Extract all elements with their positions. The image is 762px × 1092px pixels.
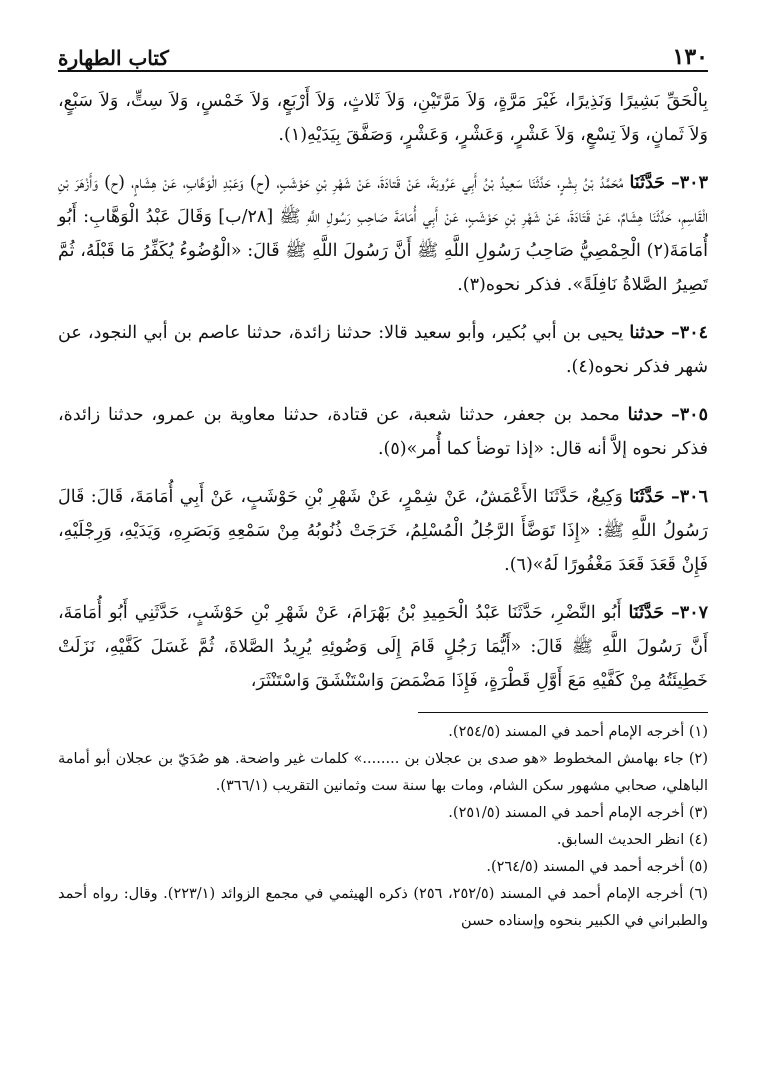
hadith-lead: حَدَّثَنَا xyxy=(629,487,665,507)
hadith-number: ٣٠٧– xyxy=(671,603,708,623)
page-header xyxy=(58,36,708,72)
hadith-lead: حَدَّثَنَا xyxy=(629,173,665,193)
hadith-text: أَبُو النَّضْرِ، حَدَّثَنَا عَبْدُ الْحَمِيدِ بْنُ بَهْرَامَ، عَنْ شَهْرِ بْنِ حَوْشَبٍ، حَدَّثَنِي أَبُو أُمَامَةَ، أَنَّ رَسُولَ اللَّهِ ﷺ قَالَ: «أَيُّمَا رَجُلٍ قَامَ إِلَى وَضُوئِهِ يُرِيدُ الصَّلاةَ، ثُمَّ غَسَلَ كَفَّيْهِ، نَزَلَتْ خَطِيئَتُهُ مِنْ كَفَّيْهِ مَعَ أَوَّلِ قَطْرَةٍ، فَإِذَا مَضْمَضَ وَاسْتَنْشَقَ وَاسْتَنْثَرَ، xyxy=(58,603,708,691)
hadith-number: ٣٠٣– xyxy=(671,173,708,193)
footnote-5: (٥) أخرجه أحمد في المسند (٢٦٤/٥). xyxy=(486,859,708,875)
hadith-306 xyxy=(58,480,708,582)
hadith-number: ٣٠٥– xyxy=(671,405,708,425)
footnote-1: (١) أخرجه الإمام أحمد في المسند (٢٥٤/٥). xyxy=(448,724,708,740)
footnote-3: (٣) أخرجه الإمام أحمد في المسند (٢٥١/٥). xyxy=(448,805,708,821)
hadith-307 xyxy=(58,596,708,698)
hadith-text: يحيى بن أبي بُكير، وأبو سعيد قالا: حدثنا زائدة، حدثنا عاصم بن أبي النجود، عن شهر فذكر نحوه(٤). xyxy=(58,323,708,377)
chapter-title: كتاب الطهارة xyxy=(58,46,169,70)
hadith-lead: حدثنا xyxy=(629,323,665,343)
footnotes xyxy=(58,719,708,935)
hadith-lead: حدثنا xyxy=(627,405,664,425)
hadith-305 xyxy=(58,398,708,466)
hadith-lead: حَدَّثَنَا xyxy=(628,603,665,623)
hadith-number: ٣٠٦– xyxy=(671,487,708,507)
page-number: ١٣٠ xyxy=(672,44,708,70)
continuation-paragraph: بِالْحَقِّ بَشِيرًا وَنَذِيرًا، غَيْرَ مَرَّةٍ، وَلاَ مَرَّتَيْنِ، وَلاَ ثَلاثٍ، وَلاَ أَرْبَعٍ، وَلاَ خَمْسٍ، وَلاَ سِتٍّ، وَلاَ سَبْعٍ، وَلاَ ثَمانٍ، وَلاَ تِسْعٍ، وَلاَ عَشْرٍ، وَعَشْرٍ، وَعَشْرٍ، وَصَفَّقَ بِيَدَيْهِ(١). xyxy=(58,91,708,145)
hadith-text: وَكِيعٌ، حَدَّثَنَا الأَعْمَشُ، عَنْ شِمْرٍ، عَنْ شَهْرِ بْنِ حَوْشَبٍ، عَنْ أَبِي أُمَامَةَ، قَالَ: قَالَ رَسُولُ اللَّهِ ﷺ: «إِذَا تَوَضَّأَ الرَّجُلُ الْمُسْلِمُ، خَرَجَتْ ذُنُوبُهُ مِنْ سَمْعِهِ وَبَصَرِهِ، وَيَدَيْهِ، وَرِجْلَيْهِ، فَإِنْ قَعَدَ قَعَدَ مَغْفُورًا لَهُ»(٦). xyxy=(58,487,708,575)
footnote-separator xyxy=(418,712,708,713)
main-text xyxy=(58,84,708,698)
hadith-text: مُحَمَّدُ بْنُ بِشْرٍ، حَدَّثَنَا سَعِيدُ بْنُ أَبِي عَرُوبَةَ، عَنْ قَتادَةَ، عَنْ شَهْرِ بْنِ حَوْشَبٍ، (ح) وَعَبْدِ الْوَهَّابِ، عَنْ هِشَامٍ، (ح) وَأَزْهَرَ بْنِ الْقَاسِمِ، حَدَّثَنَا هِشَامٌ، عَنْ قَتَادَةَ، عَنْ شَهْرِ بْنِ حَوْشَبٍ، عَنْ أَبِي أُمَامَةَ صَاحِبِ رَسُولِ اللَّهِ ﷺ [٢٨/ب] وَقَالَ عَبْدُ الْوَهَّابِ: أَبُو أُمَامَةَ(٢) الْحِمْصِيُّ صَاحِبُ رَسُولِ اللَّهِ ﷺ أَنَّ رَسُولَ اللَّهِ ﷺ قَالَ: «الْوُضُوءُ يُكَفِّرُ مَا قَبْلَهُ، ثُمَّ تَصِيرُ الصَّلاةُ نَافِلَةً». فذكر نحوه(٣). xyxy=(58,173,708,295)
hadith-number: ٣٠٤– xyxy=(671,323,708,343)
hadith-text: محمد بن جعفر، حدثنا شعبة، عن قتادة، حدثنا معاوية بن عمرو، حدثنا زائدة، فذكر نحوه إلاَّ أنه قال: «إذا توضأ كما أُمر»(٥). xyxy=(58,405,708,459)
hadith-303 xyxy=(58,166,708,302)
hadith-304 xyxy=(58,316,708,384)
footnote-2: (٢) جاء بهامش المخطوط «هو صدى بن عجلان بن ........» كلمات غير واضحة. هو صُدَيّ بن عجلان أبو أمامة الباهلي، صحابي مشهور سكن الشام، ومات بها سنة ست وثمانين التقريب (٣٦٦/١). xyxy=(58,751,708,794)
footnote-4: (٤) انظر الحديث السابق. xyxy=(556,832,708,848)
footnote-6: (٦) أخرجه الإمام أحمد في المسند (٢٥٢/٥، ٢٥٦) ذكره الهيثمي في مجمع الزوائد (٢٢٣/١). وقال: رواه أحمد والطبراني في الكبير بنحوه وإسناده حسن xyxy=(58,886,709,929)
